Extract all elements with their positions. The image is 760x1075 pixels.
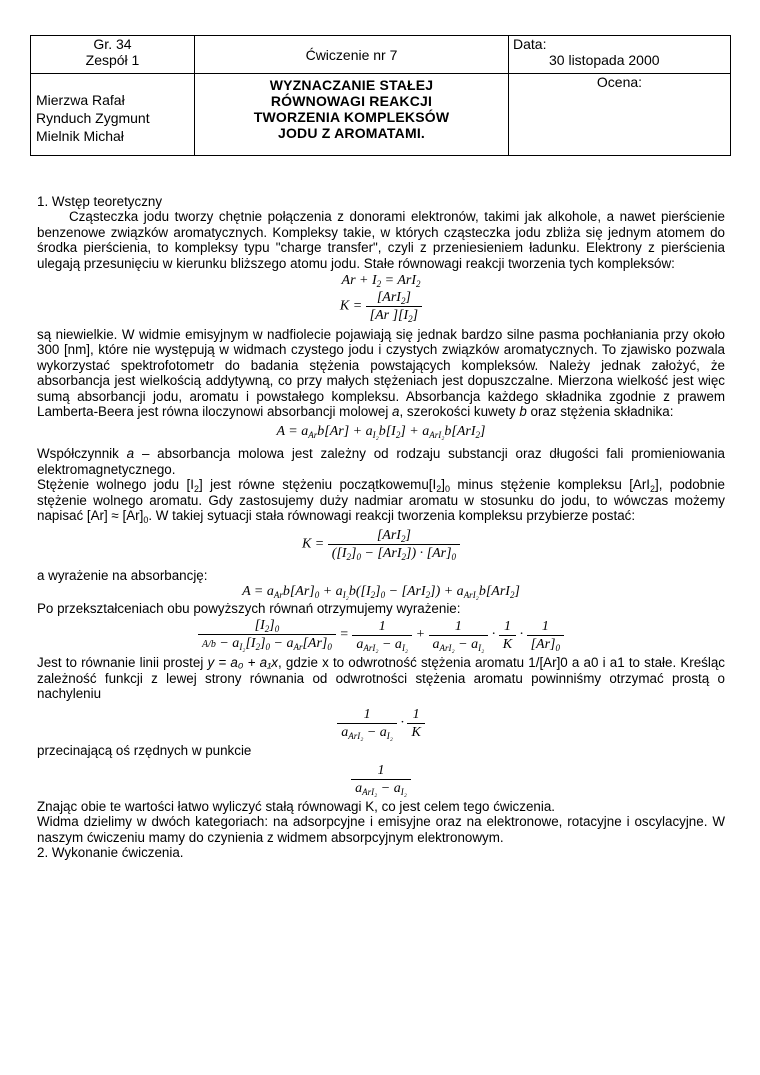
paragraph: przecinającą oś rzędnych w punkcie (37, 742, 252, 758)
date-cell (509, 36, 731, 74)
header-table (30, 35, 731, 156)
authors-cell (31, 74, 195, 156)
title-line: JODU Z AROMATAMI. (277, 125, 426, 141)
equation-equilibrium-constant: K = $\frac{[ArI_2]}{[Ar ][I_2]}$ (37, 289, 725, 324)
equation-absorbance-sum: $A = a_{Ar}b[Ar] + a_{I_2}b[I_2] + a_{ArI_2}b[ArI_2]$ (276, 424, 486, 441)
paragraph: Jest to równanie linii prostej y = a₀ + a₁x, gdzie x to odwrotność stężenia aromatu 1/[Ar]0 a a0 i a1 to stałe. Kreśląc zależność funkcji z lewej strony równania od odwrotności stężenia aromatu powinniśmy otrzymać prostą o nachyleniu (37, 655, 725, 702)
equation-absorbance: $A = a_{Ar}b[Ar]_0 + a_{I_2}b([I_2]_0 - [ArI_2]) + a_{ArI_2}b[ArI_2]$ (242, 583, 520, 600)
equation-slope: $\frac{1}{a_{ArI_2} - a_{I_2}}$ · $\frac{1}{K}$ (37, 706, 725, 741)
title-line: WYZNACZANIE STAŁEJ (269, 77, 434, 93)
equation-k-approx: K = $\frac{[ArI_2]}{([I_2]_0 - [ArI_2]) \cdot [Ar]_0}$ (37, 527, 725, 562)
equation-linear-form: $\frac{[I_2]_0}{A/b - a_{I_2}[I_2]_0 - a_{Ar}[Ar]_0}$ = $\frac{1}{a_{ArI_2} - a_{I_2}}$ + $\frac{1}{a_{ArI_2} - a_{I_2}}$ · $\frac{1}{K}$ · $\frac{1}{[Ar]_0}$ (37, 617, 725, 653)
group-number: Gr. 34 (93, 36, 132, 52)
grade-cell (509, 74, 731, 156)
paragraph: Cząsteczka jodu tworzy chętnie połączenia z donorami elektronów, takimi jak alkohole, a nawet pierścienie benzenowe związków aromatycznych. Kompleksy takie, w których cząsteczka jodu zbliża się jednym atomem do środka pierścienia, to kompleksy typu "charge transfer", czyli z przeniesieniem ładunku. Elektrony z pierścienia ulegają przesunięciu w kierunku bliższego atomu jodu. Stałe równowagi reakcji tworzenia tych kompleksów: (37, 209, 725, 271)
document-body (37, 194, 725, 861)
paragraph: Współczynnik a – absorbancja molowa jest zależny od rodzaju substancji oraz długości fali promieniowania elektromagnetycznego. (37, 446, 725, 477)
section-heading: 2. Wykonanie ćwiczenia. (37, 845, 184, 861)
date-value: 30 listopada 2000 (549, 52, 660, 68)
author-name: Mielnik Michał (36, 128, 124, 144)
grade-label: Ocena: (596, 74, 643, 90)
title-line: RÓWNOWAGI REAKCJI (270, 93, 433, 109)
author-name: Mierzwa Rafał (36, 92, 125, 108)
paragraph: Znając obie te wartości łatwo wyliczyć stałą równowagi K, co jest celem tego ćwiczenia. (37, 798, 555, 814)
equation-intercept: $\frac{1}{a_{ArI_2} - a_{I_2}}$ (37, 762, 725, 797)
paragraph: Widma dzielimy w dwóch kategoriach: na adsorpcyjne i emisyjne oraz na elektronowe, rotacyjne i oscylacyjne. W naszym ćwiczeniu mamy do czynienia z widmem absorpcyjnym elektronowym. (37, 814, 725, 845)
author-name: Rynduch Zygmunt (36, 110, 150, 126)
exercise-title (195, 74, 509, 156)
paragraph: Po przekształceniach obu powyższych równań otrzymujemy wyrażenie: (37, 600, 461, 616)
section-heading: 1. Wstęp teoretyczny (37, 194, 163, 209)
group-cell (31, 36, 195, 74)
date-label: Data: (513, 36, 547, 52)
exercise-number: Ćwiczenie nr 7 (305, 46, 398, 63)
paragraph: są niewielkie. W widmie emisyjnym w nadfiolecie pojawiają się jednak bardzo silne pasma pochłaniania przy około 300 [nm], które nie występują w widmach czystego jodu i czystych związków aromatycznych. To zjawisko pozwala wykorzystać spektrofotometr do badania stężenia powstających kompleksów. Należy jednak założyć, że absorbancja jest wielkością addytywną, co przy małych stężeniach jest dopuszczalne. Mierzona wielkość jest więc sumą absorbancji jodu, aromatu i powstałego kompleksu. Absorbancja każdego składnika zgodnie z prawem Lamberta-Beera jest równa iloczynowi absorbancji molowej a, szerokości kuwety b oraz stężenia składnika: (37, 327, 725, 420)
exercise-cell (195, 36, 509, 74)
team-number: Zespół 1 (85, 52, 140, 68)
equation-reaction: $Ar + I_2 = ArI_2$ (341, 273, 421, 290)
paragraph: a wyrażenie na absorbancję: (37, 567, 208, 583)
paragraph: Stężenie wolnego jodu $[I_2]$ jest równe stężeniu $początkowemu[I_2]_0$ minus stężenie kompleksu [ArI$_2$], podobnie stężenie wolnego aromatu. Gdy zastosujemy duży nadmiar aromatu w stosunku do jodu, to wówczas możemy napisać $[Ar] \approx [Ar]_0$. W takiej sytuacji stała równowagi reakcji tworzenia kompleksu przybierze postać: (37, 477, 725, 526)
title-line: TWORZENIA KOMPLEKSÓW (253, 109, 450, 125)
